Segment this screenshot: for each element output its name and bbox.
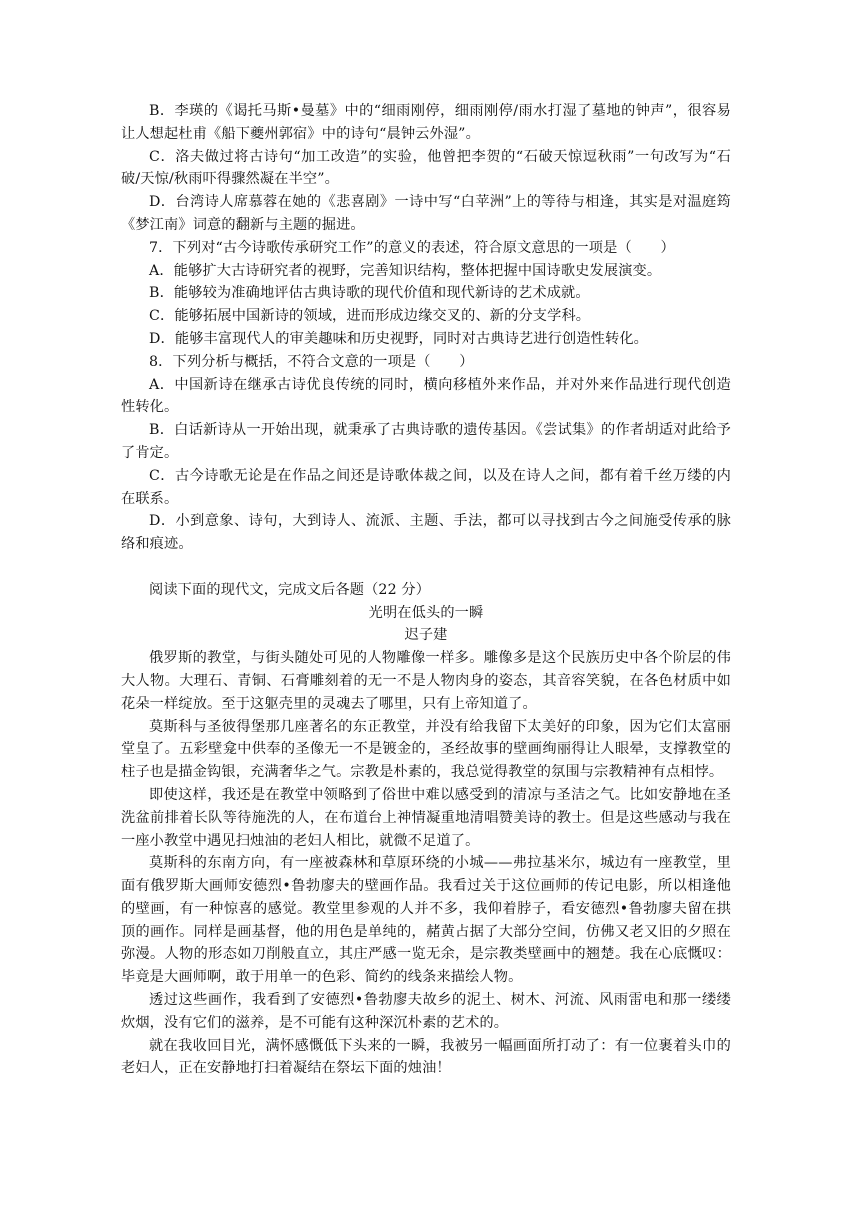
question-8-option-c: C．古今诗歌无论是在作品之间还是诗歌体裁之间，以及在诗人之间，都有着千丝万缕的内在联系。	[121, 467, 731, 507]
document-body	[121, 100, 731, 1080]
article-paragraph: 俄罗斯的教堂，与街头随处可见的人物雕像一样多。雕像多是这个民族历史中各个阶层的伟大人物。大理石、青铜、石膏雕刻着的无一不是人物肉身的姿态，其音容笑貌，在各色材质中如花朵一样绽放。至于这躯壳里的灵魂去了哪里，只有上帝知道了。	[121, 650, 731, 712]
article-paragraph: 即使这样，我还是在教堂中领略到了俗世中难以感受到的清凉与圣洁之气。比如安静地在圣洗盆前排着长队等待施洗的人，在布道台上神情凝重地清唱赞美诗的教士。但是这些感动与我在一座小教堂中遇见扫烛油的老妇人相比，就微不足道了。	[121, 786, 731, 849]
article-paragraph: 莫斯科的东南方向，有一座被森林和草原环绕的小城——弗拉基米尔，城边有一座教堂，里面有俄罗斯大画师安德烈•鲁勃廖夫的壁画作品。我看过关于这位画师的传记电影，所以相逢他的壁画，有一种惊喜的感觉。教堂里参观的人并不多，我仰着脖子，看安德烈•鲁勃廖夫留在拱顶的画作。同样是画基督，他的用色是单纯的，赭黄占据了大部分空间，仿佛又老又旧的夕照在弥漫。人物的形态如刀削般直立，其庄严感一览无余，是宗教类壁画中的翘楚。我在心底慨叹：毕竟是大画师啊，敢于用单一的色彩、简约的线条来描绘人物。	[121, 855, 731, 986]
question-8-option-b: B．白话新诗从一开始出现，就秉承了古典诗歌的遗传基因。《尝试集》的作者胡适对此给予了肯定。	[121, 422, 731, 461]
article-paragraph: 莫斯科与圣彼得堡那几座著名的东正教堂，并没有给我留下太美好的印象，因为它们太富丽堂皇了。五彩壁龛中供奉的圣像无一不是镀金的，圣经故事的壁画绚丽得让人眼晕，支撑教堂的柱子也是描金钩银，充满奢华之气。宗教是朴素的，我总觉得教堂的氛围与宗教精神有点相悖。	[121, 718, 731, 781]
option-d-poem: D．台湾诗人席慕蓉在她的《悲喜剧》一诗中写“白苹洲”上的等待与相逢，其实是对温庭筠《梦江南》词意的翻新与主题的掘进。	[121, 194, 731, 233]
option-b-poem: B．李瑛的《谒托马斯•曼墓》中的“细雨刚停，细雨刚停/雨水打湿了墓地的钟声”，很容易让人想起杜甫《船下夔州郭宿》中的诗句“晨钟云外湿”。	[121, 103, 731, 142]
question-7-option-c: C．能够拓展中国新诗的领域，进而形成边缘交叉的、新的分支学科。	[149, 308, 591, 325]
blank-line	[121, 556, 731, 579]
article-author: 迟子建	[404, 627, 448, 644]
question-7: 7．下列对“古今诗歌传承研究工作”的意义的表述，符合原文意思的一项是（ ）	[149, 239, 675, 256]
article-paragraph: 透过这些画作，我看到了安德烈•鲁勃廖夫故乡的泥土、树木、河流、风雨雷电和那一缕缕炊烟，没有它们的滋养，是不可能有这种深沉朴素的艺术的。	[121, 992, 731, 1031]
question-7-option-a: A．能够扩大古诗研究者的视野，完善知识结构，整体把握中国诗歌史发展演变。	[149, 262, 662, 279]
question-8: 8．下列分析与概括，不符合文意的一项是（ ）	[149, 353, 474, 370]
section-intro: 阅读下面的现代文，完成文后各题（22 分）	[149, 581, 431, 598]
question-8-option-d: D．小到意象、诗句，大到诗人、流派、主题、手法，都可以寻找到古今之间施受传承的脉络和痕迹。	[121, 513, 731, 553]
question-8-option-a: A．中国新诗在继承古诗优良传统的同时，横向移植外来作品，并对外来作品进行现代创造性转化。	[121, 376, 731, 416]
option-c-poem: C．洛夫做过将古诗句“加工改造”的实验，他曾把李贺的“石破天惊逗秋雨”一句改写为“石破/天惊/秋雨吓得骤然凝在半空”。	[121, 148, 731, 188]
article-paragraph: 就在我收回目光，满怀感慨低下头来的一瞬，我被另一幅画面所打动了：有一位裹着头巾的老妇人，正在安静地打扫着凝结在祭坛下面的烛油！	[121, 1037, 731, 1077]
question-7-option-d: D．能够丰富现代人的审美趣味和历史视野，同时对古典诗艺进行创造性转化。	[149, 330, 649, 347]
question-7-option-b: B．能够较为准确地评估古典诗歌的现代价值和现代新诗的艺术成就。	[149, 285, 590, 302]
article-title: 光明在低头的一瞬	[368, 604, 484, 621]
